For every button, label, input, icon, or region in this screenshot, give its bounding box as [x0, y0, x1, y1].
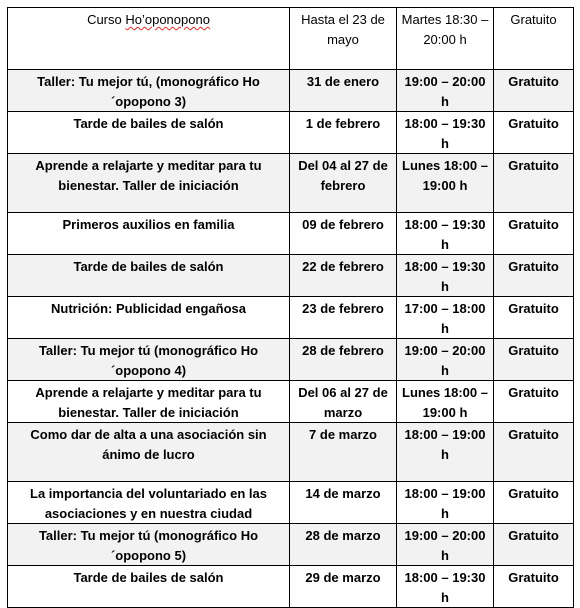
- activity-price-cell: Gratuito: [494, 566, 574, 608]
- activity-price-cell: Gratuito: [494, 112, 574, 154]
- table-row: [8, 423, 574, 482]
- table-row: [8, 70, 574, 112]
- activity-date-cell: Del 04 al 27 de febrero: [290, 154, 397, 213]
- activity-date-cell: 14 de marzo: [290, 482, 397, 524]
- activity-price-cell: Gratuito: [494, 213, 574, 255]
- activity-date-cell: 1 de febrero: [290, 112, 397, 154]
- activity-title-cell: Tarde de bailes de salón: [8, 112, 290, 154]
- activity-time-cell: 18:00 – 19:00 h: [397, 423, 494, 482]
- table-row: [8, 213, 574, 255]
- activity-time-cell: 18:00 – 19:30 h: [397, 213, 494, 255]
- activities-table-body: [8, 8, 574, 608]
- activity-time-cell: Martes 18:30 – 20:00 h: [397, 8, 494, 70]
- activity-time-cell: Lunes 18:00 – 19:00 h: [397, 381, 494, 423]
- table-row: [8, 482, 574, 524]
- course-name: Ho’oponopono: [125, 12, 210, 27]
- activity-time-cell: 19:00 – 20:00 h: [397, 70, 494, 112]
- activity-time-cell: 19:00 – 20:00 h: [397, 339, 494, 381]
- activity-time-cell: 18:00 – 19:30 h: [397, 255, 494, 297]
- activity-date-cell: 29 de marzo: [290, 566, 397, 608]
- activity-price-cell: Gratuito: [494, 8, 574, 70]
- activity-time-cell: 18:00 – 19:30 h: [397, 112, 494, 154]
- table-row: [8, 8, 574, 70]
- activity-title-cell: La importancia del voluntariado en las asociaciones y en nuestra ciudad: [8, 482, 290, 524]
- activity-title-cell: Taller: Tu mejor tú, (monográfico Ho´opopono 3): [8, 70, 290, 112]
- activity-price-cell: Gratuito: [494, 524, 574, 566]
- activity-date-cell: 09 de febrero: [290, 213, 397, 255]
- activity-price-cell: Gratuito: [494, 423, 574, 482]
- activity-date-cell: Hasta el 23 de mayo: [290, 8, 397, 70]
- activity-price-cell: Gratuito: [494, 381, 574, 423]
- activity-title-cell: Taller: Tu mejor tú (monográfico Ho´opopono 4): [8, 339, 290, 381]
- activity-date-cell: 23 de febrero: [290, 297, 397, 339]
- activity-title-cell: Tarde de bailes de salón: [8, 566, 290, 608]
- table-row: [8, 297, 574, 339]
- activity-date-cell: 28 de febrero: [290, 339, 397, 381]
- activity-date-cell: Del 06 al 27 de marzo: [290, 381, 397, 423]
- activity-title-cell: Taller: Tu mejor tú (monográfico Ho´opopono 5): [8, 524, 290, 566]
- activity-price-cell: Gratuito: [494, 339, 574, 381]
- activity-title-cell: Tarde de bailes de salón: [8, 255, 290, 297]
- table-row: [8, 566, 574, 608]
- table-row: [8, 524, 574, 566]
- table-row: [8, 381, 574, 423]
- activities-table: [7, 7, 574, 608]
- table-row: [8, 255, 574, 297]
- activity-price-cell: Gratuito: [494, 154, 574, 213]
- activity-title-cell: Aprende a relajarte y meditar para tu bienestar. Taller de iniciación: [8, 381, 290, 423]
- activity-title-cell: Aprende a relajarte y meditar para tu bienestar. Taller de iniciación: [8, 154, 290, 213]
- activity-date-cell: 31 de enero: [290, 70, 397, 112]
- activity-price-cell: Gratuito: [494, 255, 574, 297]
- activity-price-cell: Gratuito: [494, 70, 574, 112]
- activity-date-cell: 7 de marzo: [290, 423, 397, 482]
- table-row: [8, 339, 574, 381]
- activity-title-cell: [8, 8, 290, 70]
- activity-title-cell: Como dar de alta a una asociación sin ánimo de lucro: [8, 423, 290, 482]
- activity-time-cell: 18:00 – 19:30 h: [397, 566, 494, 608]
- table-row: [8, 112, 574, 154]
- activity-time-cell: 18:00 – 19:00 h: [397, 482, 494, 524]
- course-prefix: Curso: [87, 12, 126, 27]
- activity-time-cell: 17:00 – 18:00 h: [397, 297, 494, 339]
- activity-title-cell: Nutrición: Publicidad engañosa: [8, 297, 290, 339]
- activity-price-cell: Gratuito: [494, 297, 574, 339]
- activity-title-cell: Primeros auxilios en familia: [8, 213, 290, 255]
- activity-price-cell: Gratuito: [494, 482, 574, 524]
- activity-date-cell: 22 de febrero: [290, 255, 397, 297]
- table-row: [8, 154, 574, 213]
- activity-date-cell: 28 de marzo: [290, 524, 397, 566]
- activity-time-cell: Lunes 18:00 – 19:00 h: [397, 154, 494, 213]
- activity-time-cell: 19:00 – 20:00 h: [397, 524, 494, 566]
